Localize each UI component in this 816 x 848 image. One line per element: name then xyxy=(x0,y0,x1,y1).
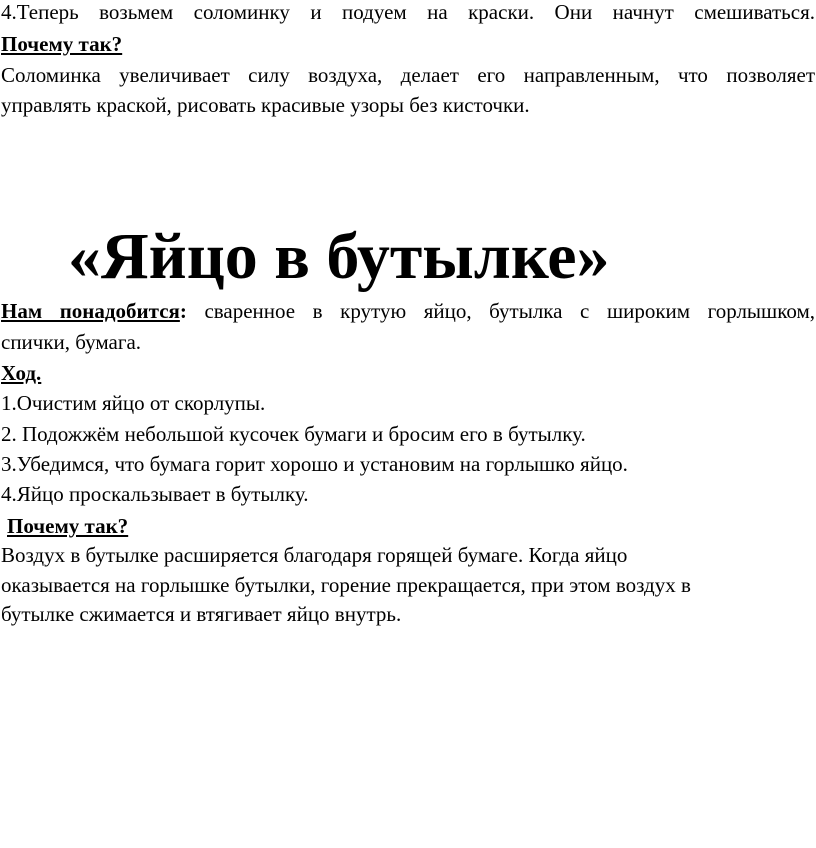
needs-items-line-2: спички, бумага. xyxy=(1,330,142,354)
answer-line-3: бутылке сжимается и втягивает яйцо внутрь. xyxy=(1,602,402,626)
answer-line-1: Воздух в бутылке расширяется благодаря горящей бумаге. Когда яйцо xyxy=(1,543,628,567)
procedure-step-4: 4.Яйцо проскальзывает в бутылку. xyxy=(1,482,309,506)
step-4-paint-text: 4.Теперь возьмем соломинку и подуем на краски. Они начнут смешиваться. xyxy=(1,0,815,24)
procedure-step-1: 1.Очистим яйцо от скорлупы. xyxy=(1,391,266,415)
explanation-line-1: Соломинка увеличивает силу воздуха, делает его направленным, что позволяет xyxy=(1,63,815,87)
procedure-step-3: 3.Убедимся, что бумага горит хорошо и установим на горлышко яйцо. xyxy=(1,452,628,476)
needs-label-group xyxy=(1,299,187,323)
needs-colon: : xyxy=(179,299,187,323)
procedure-step-2: 2. Подожжём небольшой кусочек бумаги и бросим его в бутылку. xyxy=(1,422,586,446)
answer-line-2: оказывается на горлышке бутылки, горение прекращается, при этом воздух в xyxy=(1,573,691,597)
experiment-title: «Яйцо в бутылке» xyxy=(68,220,610,293)
procedure-heading: Ход. xyxy=(1,361,42,385)
needs-label: Нам понадобится xyxy=(1,299,180,323)
why-heading-2: Почему так? xyxy=(7,514,129,538)
why-heading-1: Почему так? xyxy=(1,32,123,56)
needs-line-1 xyxy=(1,296,815,326)
needs-items-line-1: сваренное в крутую яйцо, бутылка с широким горлышком, xyxy=(204,299,815,323)
explanation-line-2: управлять краской, рисовать красивые узоры без кисточки. xyxy=(1,93,530,117)
